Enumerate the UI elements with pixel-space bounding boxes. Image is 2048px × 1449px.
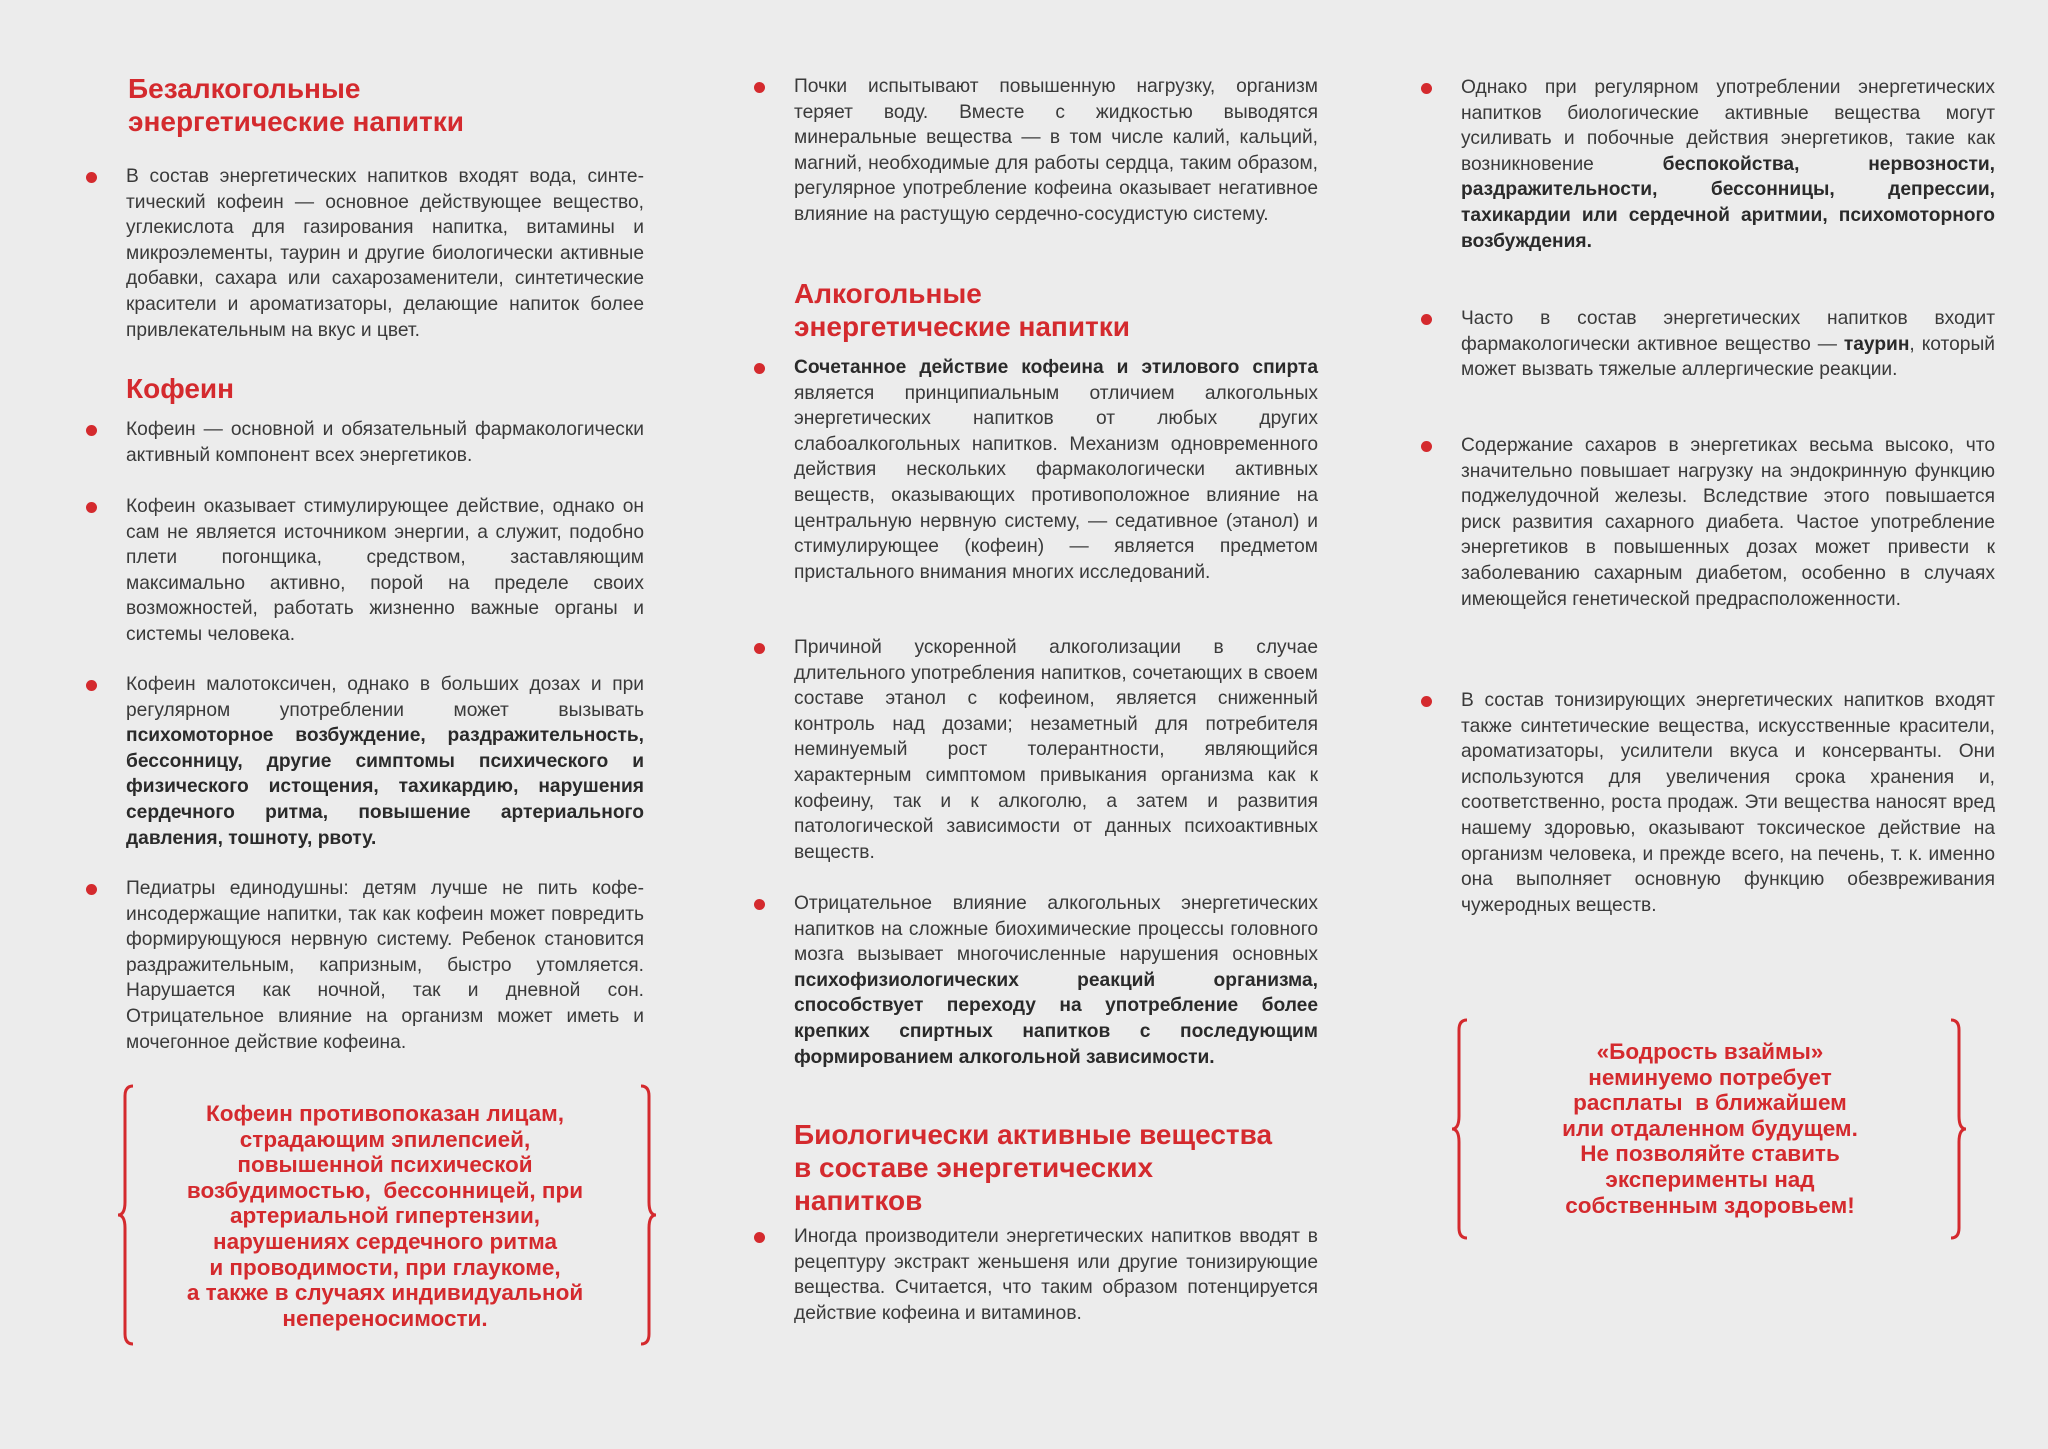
heading-line: в составе энергетических [794, 1152, 1154, 1183]
left-brace-icon [1450, 1018, 1470, 1240]
callout-line: повышенной психической [237, 1152, 533, 1178]
callout-line: и проводимости, при глаукоме, [209, 1254, 561, 1280]
list-item-side-effects [1461, 75, 1995, 254]
bullet-icon [1421, 83, 1432, 94]
list-item-ginseng: Иногда производители энергетических напитков вводят в рецептуру экстракт женьшеня или другие тонизирующие вещества. Считается, что таким образом потенцируется действие кофеина и витаминов. [794, 1226, 1318, 1324]
text-bold: Сочетанное действие кофеина и этилового спирта [794, 357, 1318, 378]
text-bold: таурин [1843, 333, 1910, 355]
bullet-icon [754, 1232, 765, 1243]
heading-biologically-active-substances [794, 1118, 1272, 1217]
bullet-icon [86, 502, 97, 513]
heading-line: напитков [794, 1185, 923, 1216]
text-plain: Отрицательное влияние алкогольных энергетических напитков на сложные биохимические процессы головного мозга вызывает многочисленные нарушения основных [794, 893, 1318, 966]
list-item-combined-action [794, 355, 1318, 585]
bullet-icon [1421, 314, 1432, 325]
list-item-taurine [1461, 306, 1995, 383]
bullet-icon [754, 899, 765, 910]
heading-line: Алкогольные [794, 278, 982, 309]
callout-line: артериальной гипертензии, [229, 1203, 541, 1229]
text-plain: , который может вызвать тяжелые аллергические реакции. [1461, 333, 1995, 381]
callout-line: неминуемо потребует [1588, 1064, 1832, 1090]
text-bold: психомоторное возбуждение, раздражительность, бессонницу, другие симптомы психического и физического истощения, тахикардию, нарушения сердечного ритма, повышение артериального давления, тошноту, рвоту. [126, 725, 644, 849]
text-plain: Часто в состав энергетических напитков входит фармакологически активное вещество — [1461, 308, 1995, 355]
bullet-icon [1421, 696, 1432, 707]
list-item-alcoholization: Причиной ускоренной алкоголизации в случае длительного употребления напитков, сочетающих в своем составе этанол с кофеином, является сниженный контроль над дозами; незаметный для потребителя неминуемый рост толерантности, являющийся характерным симптомом привыкания организма как к кофеину, так и к алкоголю, а затем и развития патологической зависимости от данных психоактивных веществ. [794, 637, 1318, 863]
text-bold: психофизиологических реакций организма, способствует переходу на употребление более крепких спиртных напитков с последующим формированием алкогольной зависимости. [794, 969, 1318, 1068]
bullet-icon [86, 884, 97, 895]
bullet-icon [754, 363, 765, 374]
heading-alcoholic-energy-drinks [794, 277, 1130, 343]
list-item-pediatricians: Педиатры единодушны: детям лучше не пить кофеинсодержащие напитки, так как кофеин может повредить формирующуюся нервную систему. Ребенок становится раздражительным, капризным, быстро утомляется. Нарушается как ночной, так и дневной сон. Отрицательное влияние на организм может иметь и мочегонное действие кофеина. [126, 878, 644, 1053]
list-item-negative-influence [794, 891, 1318, 1070]
heading-line: энергетические напитки [128, 106, 464, 137]
bullet-icon [1421, 441, 1432, 452]
bullet-icon [86, 680, 97, 691]
text-plain: Кофеин малотоксичен, однако в больших дозах и при регулярном употреблении может вызывать [126, 674, 644, 721]
heading-non-alcoholic-energy-drinks [128, 72, 464, 138]
callout-line: а также в случаях индивидуальной [186, 1280, 584, 1306]
callout-line: собственным здоровьем! [1565, 1192, 1855, 1218]
list-item-composition: В состав энергетических напитков входят вода, синтетический кофеин — основное действующее вещество, углекислота для газирования напитка, витамины и микроэлементы, таурин и другие биологически активные добавки, сахара или сахарозаменители, синтетические красители и ароматизаторы, делающие напиток более привлекательным на вкус и цвет. [126, 166, 644, 341]
heading-caffeine: Кофеин [126, 373, 235, 404]
list-item-caffeine-main: Кофеин — основной и обязательный фармакологически активный компонент всех энергетиков. [126, 419, 644, 466]
callout-line: Не позволяйте ставить [1580, 1141, 1840, 1167]
text-bold: беспокойства, нервозности, раздражительности, бессонницы, депрессии, тахикардии или сердечной аритмии, психомоторного возбуждения. [1461, 153, 1995, 252]
list-item-caffeine-stimulant: Кофеин оказывает стимулирующее действие, однако он сам не является источником энергии, а служит, подобно плети погонщика, средством, заставляющим максимально активно, порой на пределе своих возможностей, работать жизненно важные органы и системы человека. [126, 496, 644, 645]
callout-contraindications [130, 1101, 640, 1331]
heading-line: Безалкогольные [128, 73, 361, 104]
bullet-icon [86, 425, 97, 436]
list-item-sugar: Содержание сахаров в энергетиках весьма высоко, что значительно повышает нагрузку на эндокринную функцию поджелудочной железы. Вследствие этого повышается риск развития сахарного диабета. Частое употребление энергетиков в повышенных дозах может привести к заболеванию сахарным диабетом, особенно в случаях имеющейся генетической предрасположенности. [1461, 435, 1995, 610]
list-item-synthetic-substances: В состав тонизирующих энергетических напитков входят также синтетические вещества, искусственные красители, ароматизаторы, усилители вкуса и консерванты. Они используются для увеличения срока хранения и, соответственно, роста продаж. Эти вещества наносят вред нашему здоровью, оказывают токсическое действие на организм человека, и прежде всего, на печень, т. к. именно она выполняет основную функцию обезвреживания чужеродных веществ. [1461, 690, 1995, 916]
callout-line: Кофеин противопоказан лицам, [206, 1101, 564, 1126]
callout-line: или отдаленном будущем. [1562, 1115, 1858, 1141]
callout-line: возбудимостью, бессонницей, при [186, 1177, 584, 1203]
list-item-caffeine-toxicity [126, 672, 644, 851]
heading-line: Биологически активные вещества [794, 1119, 1273, 1150]
callout-line: непереносимости. [282, 1305, 488, 1331]
callout-borrowed-vigor [1471, 1039, 1949, 1218]
callout-line: «Бодрость взаймы» [1596, 1039, 1824, 1064]
list-item-kidneys: Почки испытывают повышенную нагрузку, организм теряет воду. Вместе с жидкостью выводятся минеральные вещества — в том числе калий, кальций, магний, необходимые для работы сердца, таким образом, регулярное употребление кофеина оказывает негативное влияние на растущую сердечно-сосудистую систему. [794, 76, 1318, 225]
text-plain: Однако при регулярном употреблении энергетических напитков биологические активные вещества могут усиливать и побочные действия энергетиков, такие как возникновение [1461, 77, 1995, 175]
callout-line: страдающим эпилепсией, [239, 1126, 531, 1152]
heading-line: энергетические напитки [794, 311, 1130, 342]
callout-line: эксперименты над [1605, 1166, 1815, 1192]
right-brace-icon [638, 1084, 658, 1346]
bullet-icon [86, 172, 97, 183]
callout-line: нарушениях сердечного ритма [212, 1228, 557, 1254]
right-brace-icon [1948, 1018, 1968, 1240]
callout-line: расплаты в ближайшем [1573, 1090, 1847, 1116]
bullet-icon [754, 82, 765, 93]
text-plain: является принципиальным отличием алкогольных энергетических напитков от любых других слабоалкогольных напитков. Механизм одновременного действия нескольких фармакологически активных веществ, оказывающих противоположное влияние на центральную нервную систему, — седативное (этанол) и стимулирующее (кофеин) — является предметом пристального внимания многих исследований. [794, 382, 1318, 583]
bullet-icon [754, 643, 765, 654]
